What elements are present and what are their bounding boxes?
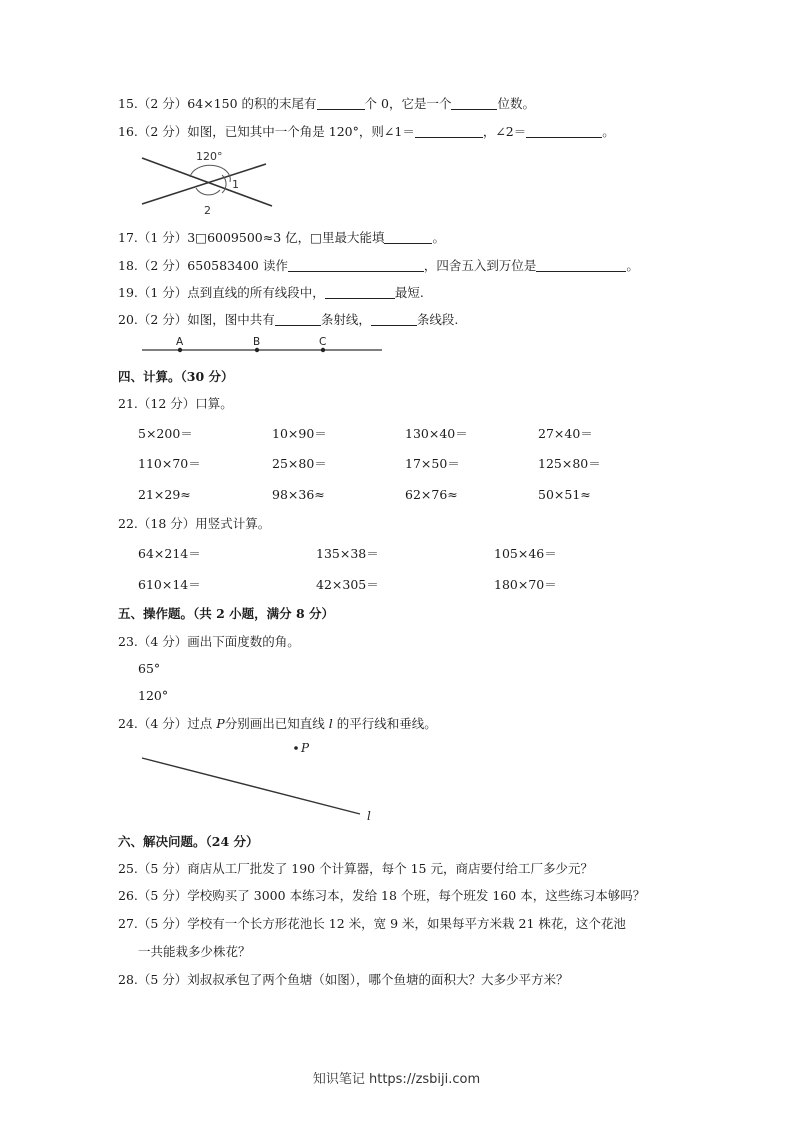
angle-1-label: 1 bbox=[232, 178, 239, 191]
question-16: 16.（2 分）如图，已知其中一个角是 120°，则∠1＝ ，∠2＝ 。 bbox=[118, 124, 615, 139]
question-28: 28.（5 分）刘叔叔承包了两个鱼塘（如图），哪个鱼塘的面积大？大多少平方米？ bbox=[118, 972, 569, 987]
answer-blank[interactable] bbox=[451, 97, 497, 110]
q21-cell: 125×80＝ bbox=[538, 456, 601, 471]
angle-2-label: 2 bbox=[204, 204, 211, 217]
question-19: 19.（1 分）点到直线的所有线段中， 最短. bbox=[118, 285, 424, 300]
answer-blank[interactable] bbox=[415, 125, 483, 138]
q21-cell: 10×90＝ bbox=[272, 426, 327, 441]
angle-65-label: 65° bbox=[138, 661, 161, 676]
question-17: 17.（1 分）3□6009500≈3 亿，□里最大能填 。 bbox=[118, 230, 445, 245]
line-with-points-figure bbox=[140, 334, 384, 356]
answer-blank[interactable] bbox=[317, 97, 365, 110]
q21-cell: 17×50＝ bbox=[405, 456, 460, 471]
question-18: 18.（2 分）650583400 读作 ，四舍五入到万位是 。 bbox=[118, 258, 639, 273]
q22-cell: 105×46＝ bbox=[494, 546, 557, 561]
question-27-line1: 27.（5 分）学校有一个长方形花池长 12 米，宽 9 米，如果每平方米栽 21 株花，这个花池 bbox=[118, 916, 626, 931]
intersecting-lines-figure bbox=[138, 148, 278, 218]
point-p-label: P bbox=[301, 741, 310, 755]
question-15: 15.（2 分）64×150 的积的末尾有 个 0，它是一个 位数。 bbox=[118, 96, 535, 111]
q21-cell: 130×40＝ bbox=[405, 426, 468, 441]
q22-cell: 135×38＝ bbox=[316, 546, 379, 561]
point-c bbox=[321, 348, 325, 352]
q22-cell: 42×305＝ bbox=[316, 577, 379, 592]
angle-120-label: 120° bbox=[196, 150, 223, 163]
answer-blank[interactable] bbox=[384, 231, 432, 244]
q21-cell: 5×200＝ bbox=[138, 426, 193, 441]
q22-cell: 64×214＝ bbox=[138, 546, 201, 561]
question-26: 26.（5 分）学校购买了 3000 本练习本，发给 18 个班，每个班发 160 本，这些练习本够吗？ bbox=[118, 888, 646, 903]
q21-cell: 50×51≈ bbox=[538, 487, 591, 502]
answer-blank[interactable] bbox=[275, 313, 321, 326]
q21-cell: 27×40＝ bbox=[538, 426, 593, 441]
q22-cell: 610×14＝ bbox=[138, 577, 201, 592]
section-5-heading: 五、操作题。（共 2 小题，满分 8 分） bbox=[118, 606, 335, 621]
point-b bbox=[255, 348, 259, 352]
answer-blank[interactable] bbox=[325, 286, 395, 299]
line-b bbox=[142, 164, 266, 204]
q21-cell: 110×70＝ bbox=[138, 456, 201, 471]
question-27-line2: 一共能栽多少株花？ bbox=[138, 944, 251, 959]
answer-blank[interactable] bbox=[371, 313, 417, 326]
point-p bbox=[294, 746, 298, 750]
angle-arc-120 bbox=[190, 165, 230, 182]
q22-cell: 180×70＝ bbox=[494, 577, 557, 592]
q21-cell: 98×36≈ bbox=[272, 487, 325, 502]
answer-blank[interactable] bbox=[536, 259, 626, 272]
angle-120-label: 120° bbox=[138, 688, 169, 703]
answer-blank[interactable] bbox=[288, 259, 424, 272]
question-23-title: 23.（4 分）画出下面度数的角。 bbox=[118, 634, 300, 649]
point-a-label: A bbox=[176, 336, 184, 348]
question-20: 20.（2 分）如图，图中共有 条射线， 条线段. bbox=[118, 312, 459, 327]
point-c-label: C bbox=[319, 336, 327, 348]
section-4-heading: 四、计算。（30 分） bbox=[118, 369, 234, 384]
footer-watermark: 知识笔记 https://zsbiji.com bbox=[312, 1072, 481, 1087]
point-a bbox=[178, 348, 182, 352]
question-22-title: 22.（18 分）用竖式计算。 bbox=[118, 516, 271, 531]
answer-blank[interactable] bbox=[526, 125, 602, 138]
line-l-label: l bbox=[367, 809, 371, 823]
question-21-title: 21.（12 分）口算。 bbox=[118, 396, 233, 411]
line-l bbox=[142, 758, 360, 814]
question-25: 25.（5 分）商店从工厂批发了 190 个计算器，每个 15 元，商店要付给工厂多少元？ bbox=[118, 861, 593, 876]
point-b-label: B bbox=[253, 336, 261, 348]
question-24: 24.（4 分）过点 P分别画出已知直线 l 的平行线和垂线。 bbox=[118, 716, 437, 731]
q21-cell: 25×80＝ bbox=[272, 456, 327, 471]
line-l-point-p-figure bbox=[138, 738, 378, 822]
section-6-heading: 六、解决问题。（24 分） bbox=[118, 834, 259, 849]
q21-cell: 21×29≈ bbox=[138, 487, 191, 502]
q21-cell: 62×76≈ bbox=[405, 487, 458, 502]
angle-arc-2 bbox=[196, 188, 220, 195]
